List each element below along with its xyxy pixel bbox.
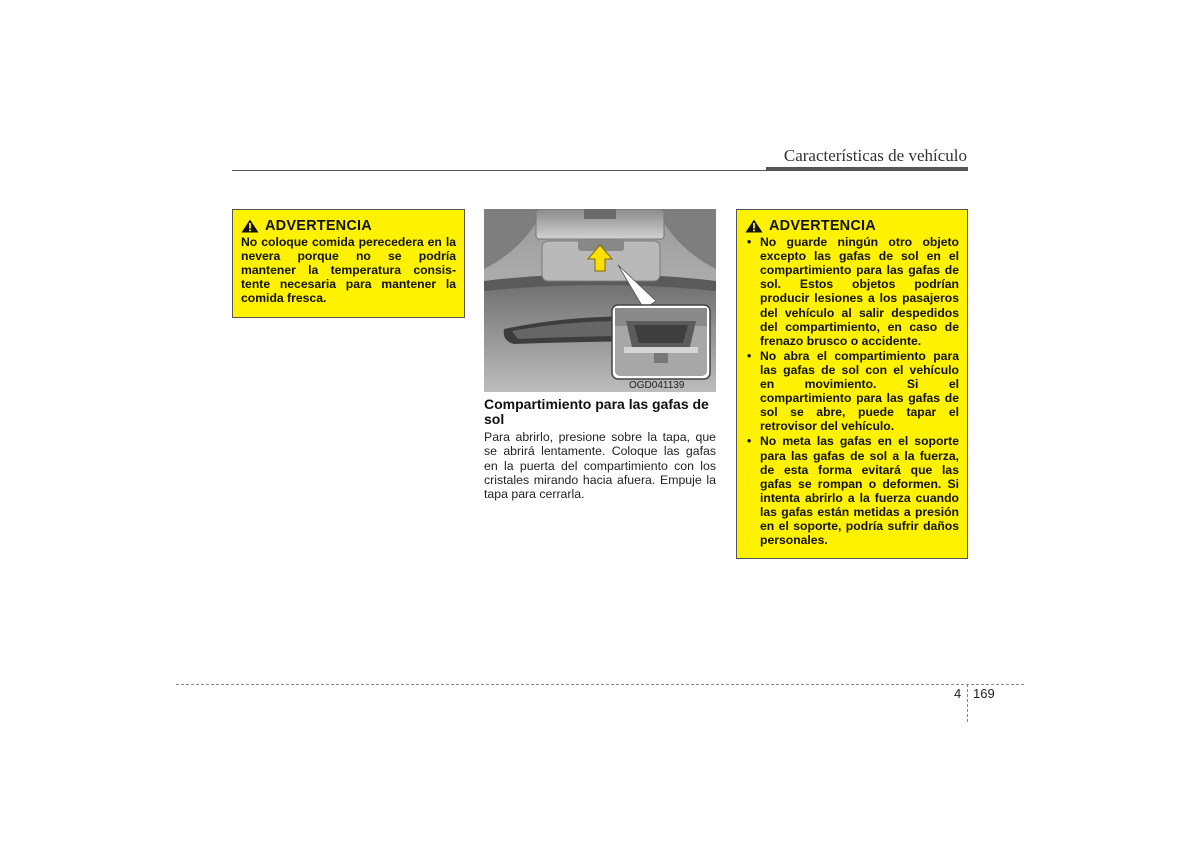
warning-triangle-icon (241, 219, 259, 233)
chapter-number: 4 (954, 686, 962, 701)
footer-dashed-divider (967, 684, 968, 722)
warning-heading (241, 219, 456, 233)
warning-box-refrigerator (232, 209, 465, 318)
figure-code: OGD041139 (629, 380, 685, 391)
page-number: 169 (973, 686, 995, 701)
page-header-title: Características de vehículo (783, 146, 967, 165)
warning-list-item: • No guarde ningún otro objeto excepto las gafas de sol en el compartimiento para las gafas de sol. Estos objetos podrían producir lesiones a los pasajeros del vehículo al salir despedidos del compartimiento, en caso de frenazo brusco o accidente. (745, 235, 959, 348)
warning-title: ADVERTENCIA (769, 218, 876, 234)
warning-box-sunglasses (736, 209, 968, 559)
footer-dashed-rule (176, 684, 1024, 685)
warning-heading (745, 219, 959, 233)
sunglass-holder-photo (484, 209, 716, 392)
warning-list-item: • No abra el compartimiento para las gafas de sol con el vehículo en movimiento. Si el compartimiento para las gafas de sol se abre, puede tapar el retrovisor del vehículo. (745, 349, 959, 434)
warning-list (745, 235, 959, 547)
warning-title: ADVERTENCIA (265, 218, 372, 234)
sunglass-holder-illustration (484, 209, 716, 392)
warning-text: No coloque comida perecedera en la nevera porque no se podría mantener la temperatura consis-tente necesaria para mantener la comida fresca. (241, 235, 456, 306)
header-bar (766, 167, 968, 171)
warning-list-item: • No meta las gafas en el soporte para las gafas de sol a la fuerza, de esta forma evitará que las gafas se rompan o deformen. Si intenta abrirlo a la fuerza cuando las gafas están metidas a presión en el soporte, podría sufrir daños personales. (745, 434, 959, 547)
section-body: Para abrirlo, presione sobre la tapa, que se abrirá lentamente. Coloque las gafas en la puerta del compartimiento con los cristales mirando hacia afuera. Empuje la tapa para cerrarla. (484, 430, 716, 502)
section-title: Compartimiento para las gafas de sol (484, 396, 709, 427)
warning-triangle-icon (745, 219, 763, 233)
